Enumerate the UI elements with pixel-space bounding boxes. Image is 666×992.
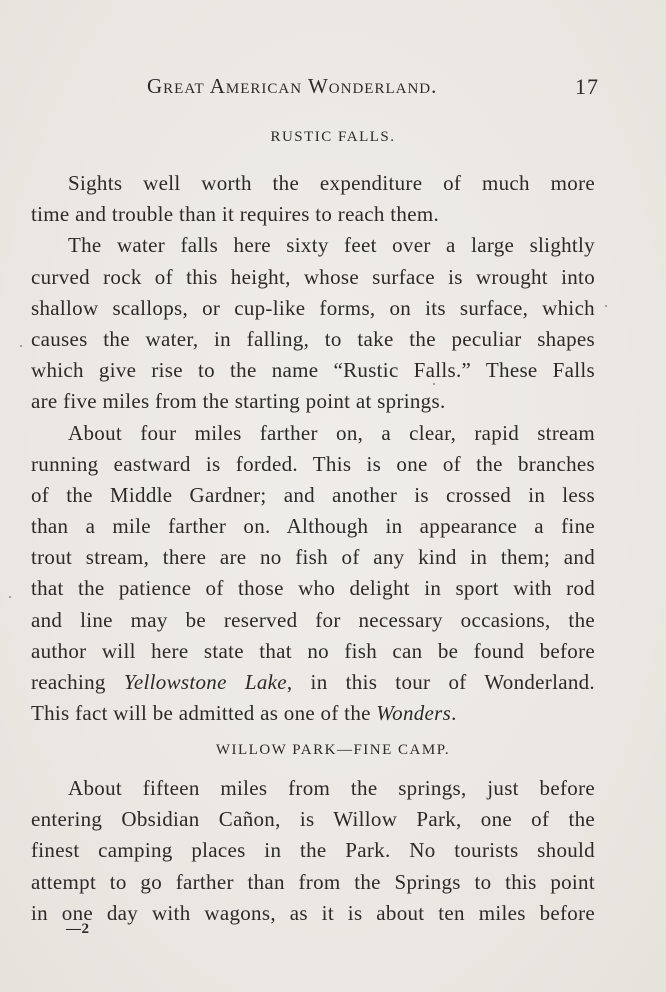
section-heading-willow-park: WILLOW PARK—FINE CAMP. [215,742,451,758]
text-line: of the Middle Gardner; and another is crossed in less [31,482,595,507]
text-line: which give rise to the name “Rustic Falls.” These Falls [31,358,595,383]
signature-mark: —2 [66,921,90,937]
paper-speck [433,383,435,385]
paper-speck [20,345,22,347]
text-line: that the patience of those who delight in sport with rod [31,576,595,601]
text-line: than a mile farther on. Although in appearance a fine [31,514,595,539]
text-line: running eastward is forded. This is one of the branches [31,451,595,476]
text-line: attempt to go farther than from the Springs to this point [31,869,595,894]
text-line: curved rock of this height, whose surface is wrought into [31,264,595,289]
text-line: finest camping places in the Park. No tourists should [31,838,595,863]
running-head [147,74,599,102]
text-line: trout stream, there are no fish of any kind in them; and [31,545,595,570]
text-line: Sights well worth the expenditure of much more [68,171,595,195]
text-line: author will here state that no fish can be found before [31,638,595,663]
text-line: About four miles farther on, a clear, rapid stream [68,420,595,445]
running-title: Great American Wonderland. [147,74,438,98]
text-line: About fifteen miles from the springs, just before [68,776,595,800]
text-line: in one day with wagons, as it is about ten miles before [31,900,595,925]
text-line: shallow scallops, or cup-like forms, on its surface, which [31,295,595,320]
paper-speck [9,596,11,598]
text-line-with-italic: This fact will be admitted as one of the Wonders. [31,701,457,726]
section-heading-rustic-falls: RUSTIC FALLS. [270,129,396,145]
text-line: causes the water, in falling, to take the peculiar shapes [31,326,595,351]
text-line: entering Obsidian Cañon, is Willow Park, one of the [31,807,595,832]
paper-speck [605,305,607,307]
text-line: time and trouble than it requires to reach them. [31,202,440,227]
section-body-rustic-falls [31,168,595,729]
text-line: are five miles from the starting point at springs. [31,389,446,414]
section-body-willow-park [31,773,595,929]
text-line: The water falls here sixty feet over a large slightly [68,233,595,258]
italic-term: Wonders [376,701,452,726]
italic-term: Yellowstone Lake [123,670,287,694]
page-number: 17 [575,74,599,99]
text-line: and line may be reserved for necessary occasions, the [31,607,595,632]
text-line-with-italic: reaching Yellowstone Lake, in this tour of Wonderland. [31,670,595,694]
